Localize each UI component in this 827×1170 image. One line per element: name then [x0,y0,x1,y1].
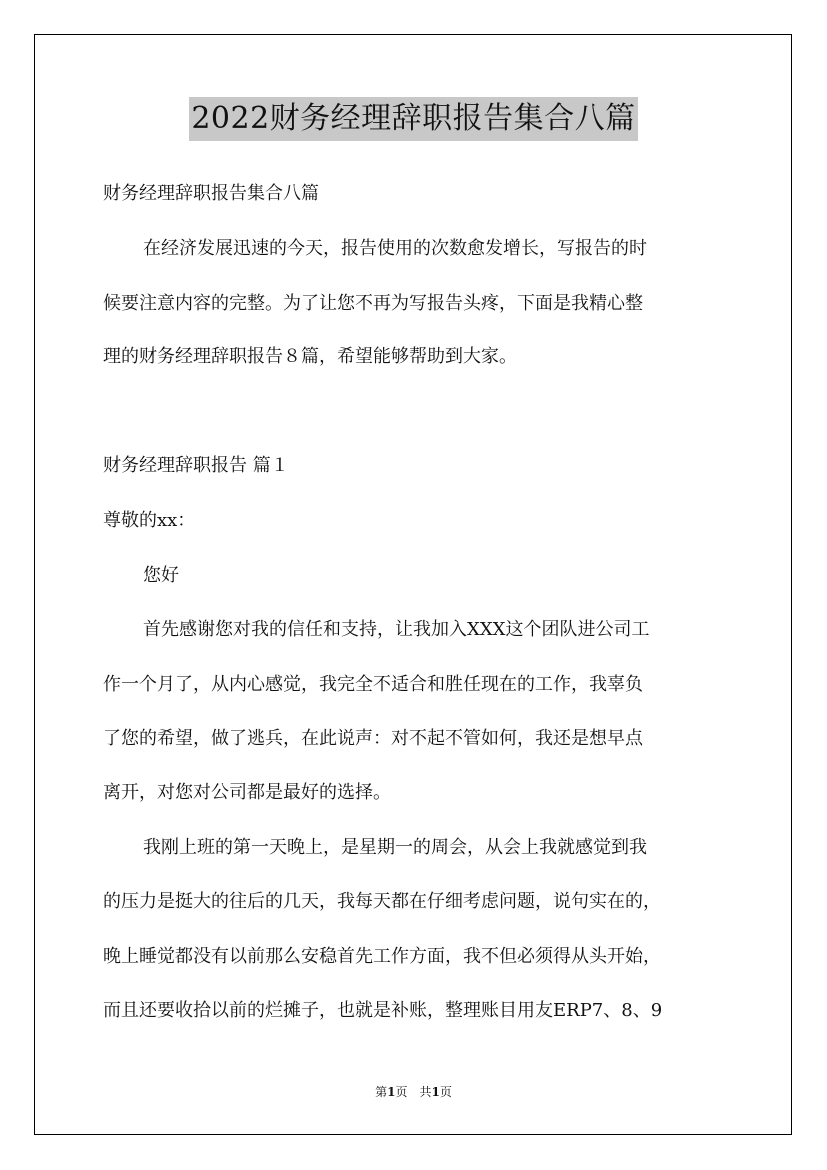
footer-mid: 页 共 [395,1085,432,1099]
paragraph-line: 在经济发展迅速的今天，报告使用的次数愈发增长，写报告的时 [143,238,647,259]
paragraph-line: 首先感谢您对我的信任和支持，让我加入XXX这个团队进公司工 [143,619,650,640]
paragraph-line: 候要注意内容的完整。为了让您不再为写报告头疼，下面是我精心整 [103,293,643,314]
footer-prefix: 第 [375,1085,388,1099]
footer-page-number: 1 [387,1085,396,1099]
subtitle-line: 财务经理辞职报告集合八篇 [103,183,319,204]
title-wrap [0,97,827,141]
paragraph-line: 而且还要收拾以前的烂摊子，也就是补账，整理账目用友ERP7、8、9 [103,1000,663,1021]
paragraph-line: 作一个月了，从内心感觉，我完全不适合和胜任现在的工作，我辜负 [103,674,643,695]
page-footer [0,1084,827,1100]
paragraph-line: 我刚上班的第一天晚上，是星期一的周会，从会上我就感觉到我 [143,837,647,858]
footer-page-total: 1 [431,1085,440,1099]
paragraph-line: 理的财务经理辞职报告８篇，希望能够帮助到大家。 [103,346,517,367]
paragraph-line: 的压力是挺大的往后的几天，我每天都在仔细考虑问题，说句实在的， [103,891,661,912]
paragraph-line: 晚上睡觉都没有以前那么安稳首先工作方面，我不但必须得从头开始， [103,946,661,967]
salutation-line: 尊敬的xx： [103,510,196,531]
paragraph-line: 了您的希望，做了逃兵，在此说声：对不起不管如何，我还是想早点 [103,728,643,749]
section-heading: 财务经理辞职报告 篇１ [103,455,289,476]
paragraph-line: 离开，对您对公司都是最好的选择。 [103,782,391,803]
document-title: 2022财务经理辞职报告集合八篇 [189,97,637,141]
greeting-line: 您好 [143,565,179,586]
footer-suffix: 页 [439,1085,452,1099]
